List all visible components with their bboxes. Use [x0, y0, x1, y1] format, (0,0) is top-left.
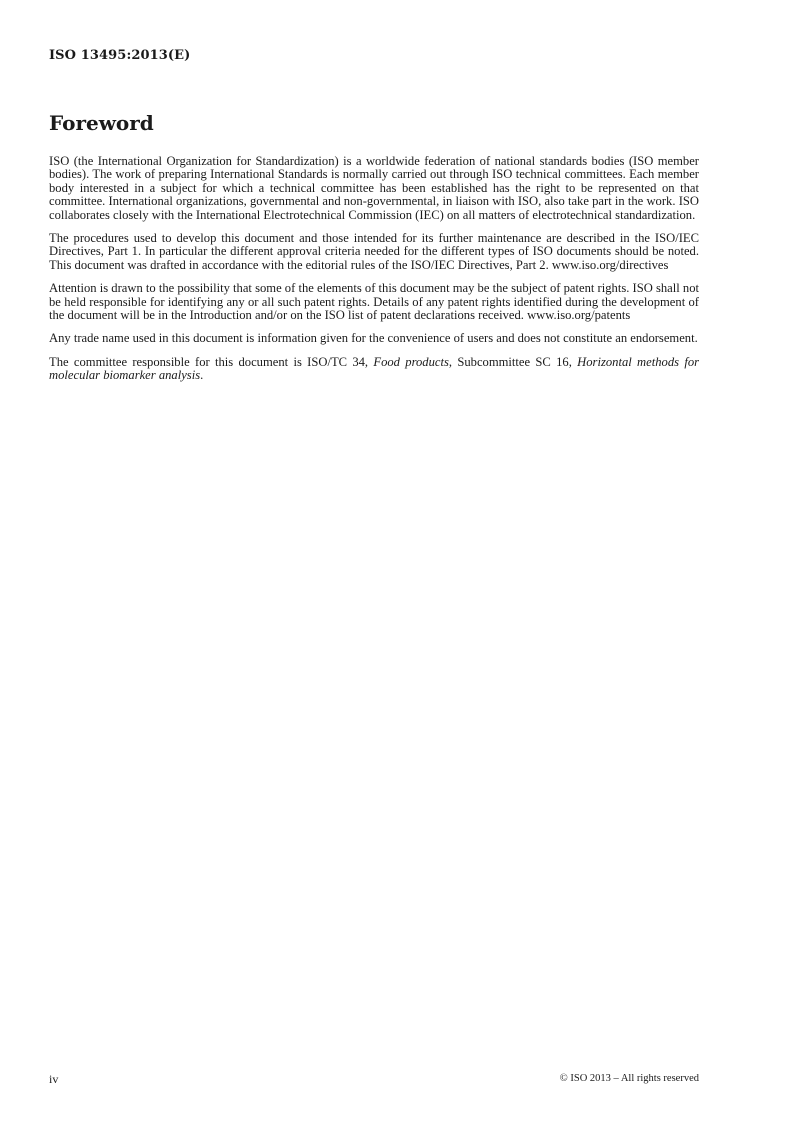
paragraph-patents: Attention is drawn to the possibility that some of the elements of this document may be the subject of patent rights. ISO shall not be held responsible for identifying any or all such patent rights. Details of any patent rights identified during the development of the document will be in the Introduction and/or on the ISO list of patent declarations received. www.iso.org/patents [49, 281, 699, 323]
paragraph-committee [49, 356, 699, 383]
paragraph-organization: ISO (the International Organization for Standardization) is a worldwide federation of national standards bodies (ISO member bodies). The work of preparing International Standards is normally carried out through ISO technical committees. Each member body interested in a subject for which a technical committee has been established has the right to be represented on that committee. International organizations, governmental and non-governmental, in liaison with ISO, also take part in the work. ISO collaborates closely with the International Electrotechnical Commission (IEC) on all matters of electrotechnical standardization. [49, 154, 699, 222]
subcommittee-name: Horizontal methods for molecular biomarker analysis [49, 354, 700, 383]
paragraph-procedures: The procedures used to develop this document and those intended for its further maintenance are described in the ISO/IEC Directives, Part 1. In particular the different approval criteria needed for the different types of ISO documents should be noted. This document was drafted in accordance with the editorial rules of the ISO/IEC Directives, Part 2. www.iso.org/directives [49, 231, 699, 272]
paragraph-trade-name: Any trade name used in this document is information given for the convenience of users and does not constitute an endorsement. [49, 331, 698, 346]
committee-name: Food products [373, 354, 449, 369]
committee-text-end: . [200, 368, 204, 383]
page-title: Foreword [49, 111, 154, 135]
page-number: iv [49, 1072, 59, 1086]
committee-text-middle: , Subcommittee SC 16, [448, 354, 578, 369]
document-id: ISO 13495:2013(E) [49, 48, 191, 63]
foreword-body [49, 155, 699, 383]
copyright-notice: © ISO 2013 – All rights reserved [559, 1073, 699, 1084]
committee-text-start: The committee responsible for this document is ISO/TC 34, [49, 354, 374, 369]
